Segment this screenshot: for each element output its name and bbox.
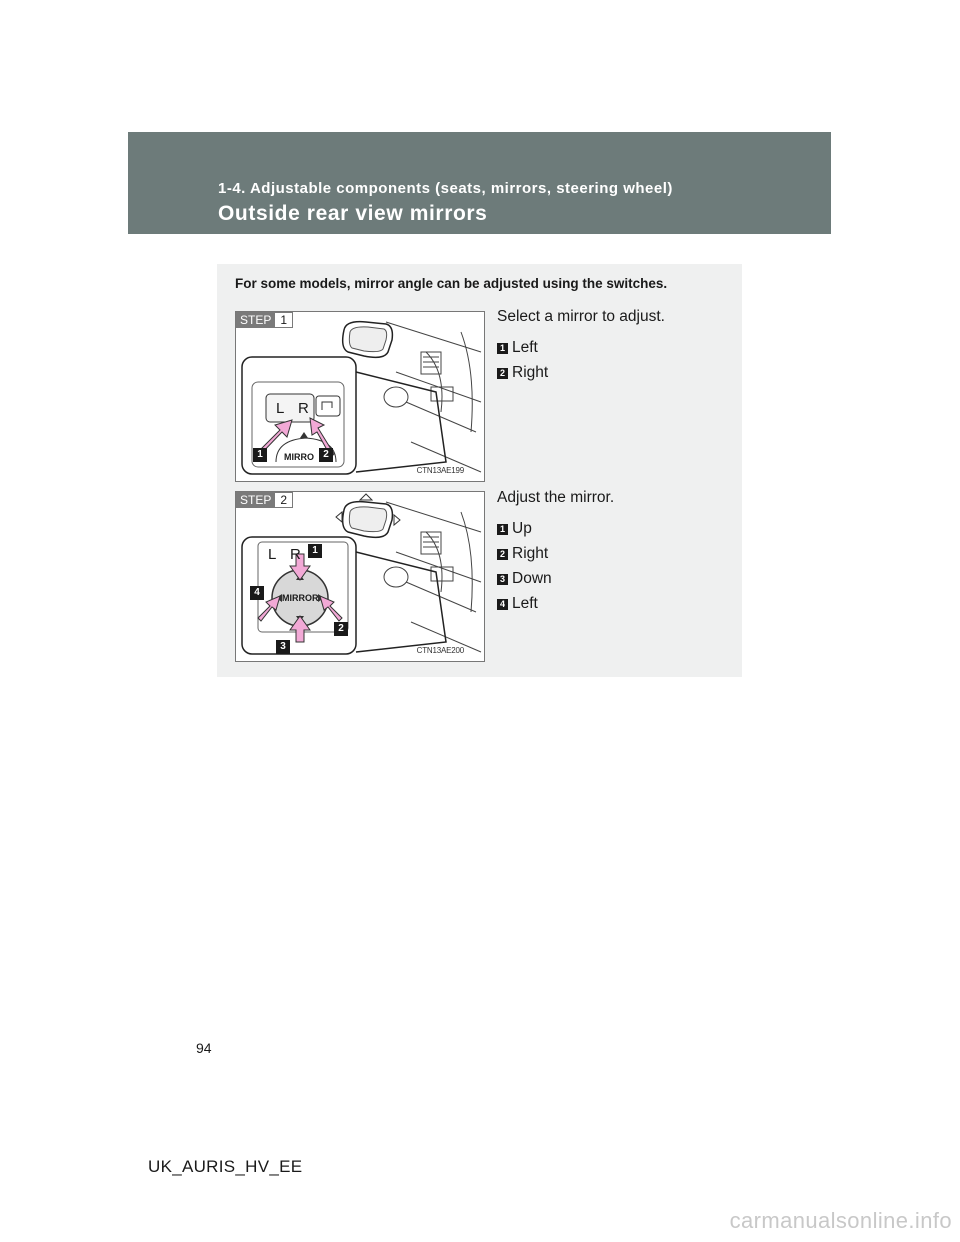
number-badge: 1 — [497, 524, 508, 535]
step1-badge — [236, 312, 293, 328]
page-number: 94 — [196, 1040, 212, 1056]
step2-number: 2 — [275, 492, 293, 508]
number-badge: 2 — [497, 368, 508, 379]
callout-1: 1 — [253, 448, 267, 462]
mirror-adjust-drawing — [236, 492, 485, 662]
step2-item-left — [497, 595, 538, 613]
page-title: Outside rear view mirrors — [218, 202, 488, 225]
number-badge: 4 — [497, 599, 508, 610]
item-label: Right — [512, 364, 549, 381]
item-label: Left — [512, 339, 538, 356]
step2-mirror-label: MIRROR — [282, 593, 319, 603]
section-title: 1-4. Adjustable components (seats, mirrors, steering wheel) — [218, 180, 673, 197]
callout-left: 4 — [250, 586, 264, 600]
item-label: Down — [512, 570, 552, 587]
callout-up: 1 — [308, 544, 322, 558]
chapter-header — [128, 132, 831, 234]
number-badge: 1 — [497, 343, 508, 354]
step2-item-down — [497, 570, 552, 588]
step2-switch-right: R — [290, 546, 301, 563]
watermark: carmanualsonline.info — [729, 1208, 952, 1233]
step2-item-up — [497, 520, 532, 538]
step2-badge — [236, 492, 293, 508]
step1-number: 1 — [275, 312, 293, 328]
callout-right: 2 — [334, 622, 348, 636]
step2-illustration — [235, 491, 485, 662]
item-label: Left — [512, 595, 538, 612]
item-label: Up — [512, 520, 532, 537]
mirror-select-drawing — [236, 312, 485, 482]
step1-word: STEP — [236, 312, 275, 328]
intro-text: For some models, mirror angle can be adjusted using the switches. — [235, 276, 668, 291]
step1-item-right — [497, 364, 548, 382]
step2-word: STEP — [236, 492, 275, 508]
document-code: UK_AURIS_HV_EE — [148, 1157, 303, 1176]
step1-switch-right: R — [298, 400, 309, 417]
number-badge: 3 — [497, 574, 508, 585]
step2-figure-code: CTN13AE200 — [416, 646, 464, 655]
step2-switch-left: L — [268, 546, 277, 563]
number-badge: 2 — [497, 549, 508, 560]
step1-switch-left: L — [276, 400, 285, 417]
callout-2: 2 — [319, 448, 333, 462]
step1-mirror-label: MIRRO — [284, 452, 314, 462]
step2-item-right — [497, 545, 548, 563]
step1-instruction: Select a mirror to adjust. — [497, 308, 665, 325]
step1-item-left — [497, 339, 538, 357]
item-label: Right — [512, 545, 549, 562]
step2-instruction: Adjust the mirror. — [497, 489, 615, 506]
step1-figure-code: CTN13AE199 — [416, 466, 464, 475]
callout-down: 3 — [276, 640, 290, 654]
instruction-panel — [217, 264, 742, 677]
step1-illustration — [235, 311, 485, 482]
